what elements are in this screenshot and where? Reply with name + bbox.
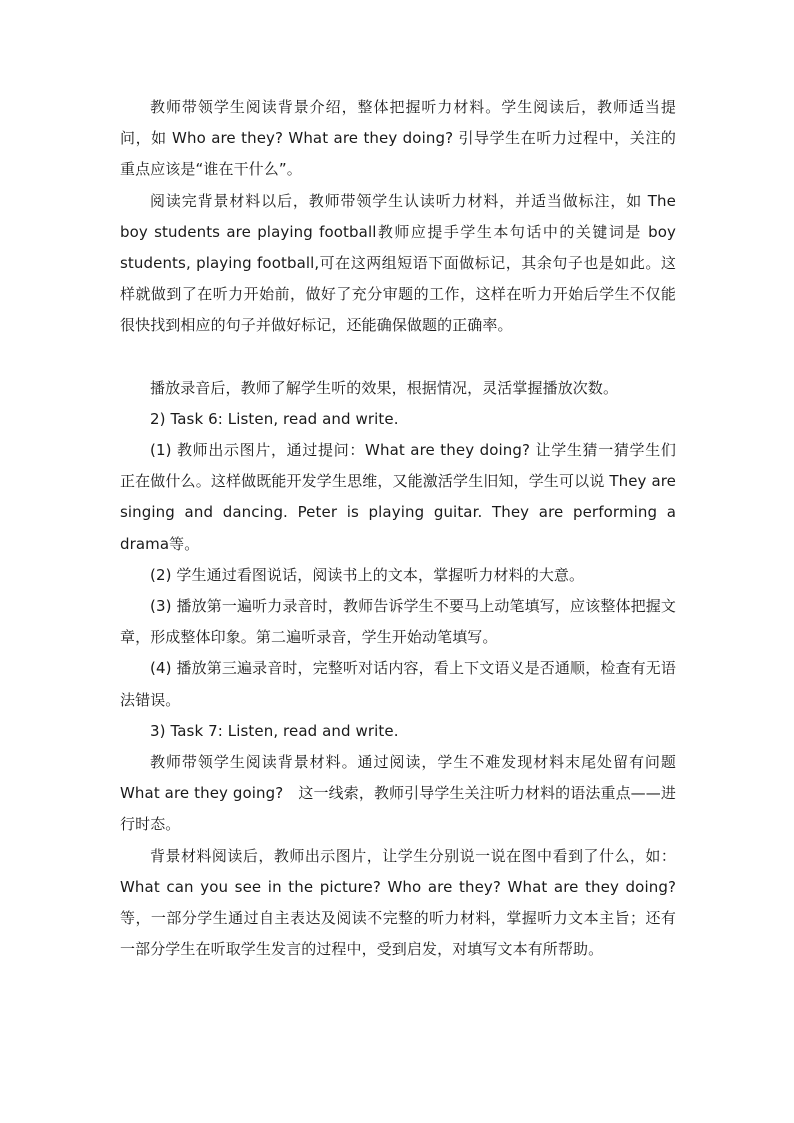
heading-task-7: 3) Task 7: Listen, read and write. — [150, 721, 399, 740]
paragraph-playback: 播放录音后，教师了解学生听的效果，根据情况，灵活掌握播放次数。 — [150, 378, 619, 397]
paragraph-intro-reading: 教师带领学生阅读背景介绍，整体把握听力材料。学生阅读后，教师适当提问，如 Who are they? What are they doing? 引导学生在听力过程中，关注的重点应该是“谁在干什么”。 — [120, 98, 676, 179]
paragraph-annotation: 阅读完背景材料以后，教师带领学生认读听力材料，并适当做标注，如 The boy students are playing football教师应提手学生本句话中的关键词是 boy students, playing football,可在这两组短语下面做标记，其余句子也是如此。这样就做到了在听力开始前，做好了充分审题的工作，这样在听力开始后学生不仅能很快找到相应的句子并做好标记，还能确保做题的正确率。 — [120, 191, 676, 335]
paragraph-background: 教师带领学生阅读背景材料。通过阅读，学生不难发现材料末尾处留有问题 What are they going? 这一线索，教师引导学生关注听力材料的语法重点——进行时态。 — [120, 753, 676, 834]
step-3: (3) 播放第一遍听力录音时，教师告诉学生不要马上动笔填写，应该整体把握文章，形成整体印象。第二遍听录音，学生开始动笔填写。 — [120, 597, 676, 647]
step-1: (1) 教师出示图片，通过提问：What are they doing? 让学生猜一猜学生们正在做什么。这样做既能开发学生思维，又能激活学生旧知，学生可以说 They are singing and dancing. Peter is playing guitar. They are performing a drama等。 — [120, 441, 676, 553]
paragraph-gap — [120, 342, 676, 373]
document-page — [120, 92, 676, 965]
paragraph-picture-talk: 背景材料阅读后，教师出示图片，让学生分别说一说在图中看到了什么，如：What can you see in the picture? Who are they? What are they doing? 等，一部分学生通过自主表达及阅读不完整的听力材料，掌握听力文本主旨；还有一部分学生在听取学生发言的过程中，受到启发，对填写文本有所帮助。 — [120, 846, 676, 959]
step-2: (2) 学生通过看图说话，阅读书上的文本，掌握听力材料的大意。 — [150, 565, 585, 584]
step-4: (4) 播放第三遍录音时，完整听对话内容，看上下文语义是否通顺，检查有无语法错误。 — [120, 659, 676, 709]
heading-task-6: 2) Task 6: Listen, read and write. — [150, 409, 399, 428]
